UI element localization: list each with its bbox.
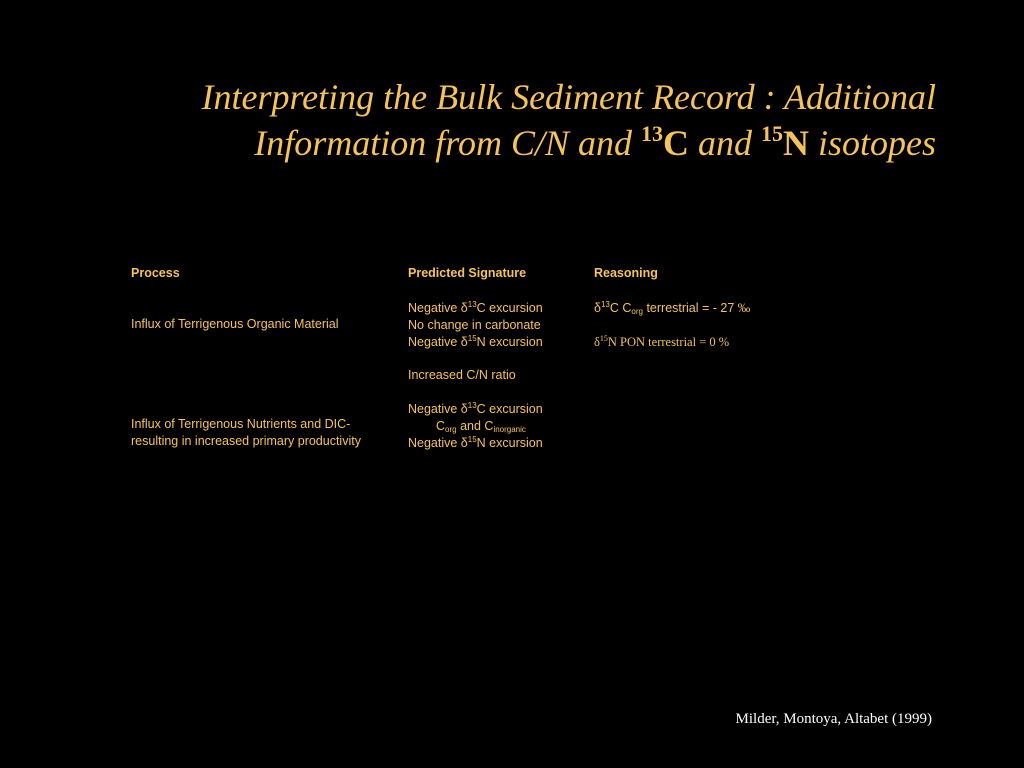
row2-signature-nitrogen: Negative $\delta^{15}N$ excursion — [408, 435, 543, 450]
row2-signature-carbon: Negative $\delta^{13}C$ excursion — [408, 401, 543, 416]
header-reasoning: Reasoning — [594, 266, 658, 280]
row2-process: Influx of Terrigenous Nutrients and DIC-resulting in increased primary productivity — [131, 417, 361, 448]
citation: Milder, Montoya, Altabet (1999) — [735, 711, 932, 727]
header-process: Process — [131, 266, 180, 280]
nitrogen-symbol: N — [782, 123, 809, 163]
title-and-word: and — [697, 123, 752, 163]
row1-reasoning-nitrogen: $\delta^{15}N$ PON terrestrial = 0 % — [594, 334, 730, 349]
title-line-1: Interpreting the Bulk Sediment Record : Additional — [201, 77, 936, 117]
title-line-2-lead: Information from C/N and — [254, 123, 632, 163]
carbon-mass-number: 13 — [640, 121, 663, 146]
carbon-symbol: C — [662, 123, 689, 163]
header-predicted-signature: Predicted Signature — [408, 266, 527, 280]
row1-signature-nitrogen: Negative $\delta^{15}N$ excursion — [408, 334, 543, 349]
row1-process: Influx of Terrigenous Organic Material — [131, 317, 339, 331]
row1-signature-carbon: Negative $\delta^{13}C$ excursion — [408, 300, 543, 315]
title-tail: isotopes — [817, 123, 936, 163]
title-line-2 — [56, 120, 936, 166]
row1-signature-cn-ratio: Increased C/N ratio — [408, 368, 516, 382]
row1-reasoning-carbon: $\delta^{13}C$ $C_{org}$ terrestrial = - 27 ‰ — [594, 300, 751, 316]
slide-title — [56, 74, 936, 166]
row2-signature-carbon-forms: $C_{org}$ and $C_{inorganic}$ — [436, 419, 526, 434]
row1-signature-carbonate: No change in carbonate — [408, 318, 541, 332]
nitrogen-mass-number: 15 — [760, 121, 783, 146]
